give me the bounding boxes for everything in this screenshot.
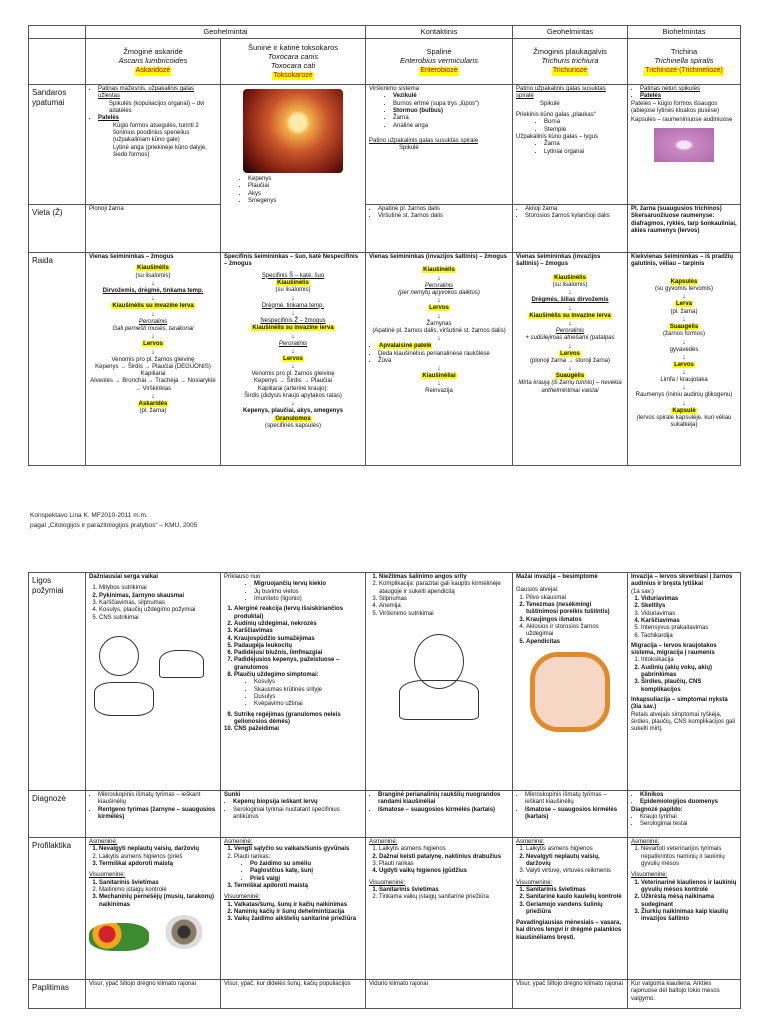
- row-raida: Raida: [29, 253, 86, 466]
- ligos-trichuris: Mažai invazija – besimptomė Gausios atvejai: 1. Pilvo skausmai 2. Tenezmas (nesėkmingi tuštinimosi poreikis tuštintis) 3. Kraujingos išmatos 4. Aklosios ir storosios žarnos uždegimai 5. Apendicitas: [513, 573, 628, 791]
- species-ascaris: Žmoginė askaridė Ascaris lumbricoides Askaridozė: [86, 39, 221, 85]
- species-enterobius: Spalinė Enterobius vermicularis Enterobiozė: [366, 39, 513, 85]
- raida-trichuris: Vienas šeimininkas (invazijos šaltinis) – žmogus Kiaušinėlis (su lisalomis) ↓ Drėgmės, šilias dirvožemis ↓ Kiaušinėlis su invazine lerva ↓ Peroralinis + sudūlėjimas atnešami (patalpas ↓ Lervos (plonoji žarna → storoji žarna) ↓ Suaugėlis Mirta kraują (iš žarnų turinio) – nevekia anthelmintiniai vaistai: [513, 253, 628, 466]
- group-biohelmintas: Biohelmintas: [628, 26, 741, 39]
- prof-trichinella: Asmeninė: 1. Nevartoti veterinarijos tyrimais nepatikrintos naminių ir laukinių gyvulių mėsos Visuomeninė: 1. Veterinarinė kiaulienos ir laukinių gyvulių mėsos kontrolė 2. Užkrėstą mėsą naikinama sudeginant 3. Žiurkių naikinimas kaip kiaulių invazijos šaltinio: [628, 838, 741, 980]
- fruit-and-fly-illustration: [89, 913, 217, 953]
- species-trichuris: Žmoginis plaukagalvis Trichuris trichiura Trichuriozė: [513, 39, 628, 85]
- row-diag: Diagnozė: [29, 791, 86, 838]
- raida-enterobius: Vienas šeimininkas (invazijos šaltinis) – žmogus Kiaušinėlis ↓ Peroralinis (per nemytų apyvokos daiktus) ↓ Lervos ↓ Žarnynas (Apatinė pl. žarnos dalis, viršutinė st. žarnos dalis) ↓ • Apvalaisinė patelė • Deda kiaušinėlius perianalinėse raukšlėse • Žūva ↓ Kiaušinėliai ↓ Reinvazija: [366, 253, 513, 466]
- footnote-author: Konspektavo Lina K. MF2010-2011 m.m.: [30, 512, 148, 519]
- vieta-enterobius: • Apatinė pl. žarnos dalis • Viršutinė st. žarnos dalis: [366, 205, 513, 253]
- helminths-table-1: [28, 25, 741, 466]
- species-toxocara: Šuninė ir katinė toksokaros Toxocara canis Toxocara cati Toksokarozė: [221, 39, 366, 85]
- vieta-ascaris: Plonoji žarna: [86, 205, 221, 253]
- intestine-illustration: [530, 652, 610, 732]
- helminths-table-2: [28, 572, 741, 1009]
- group-geohelmintas: Geohelmintas: [513, 26, 628, 39]
- retina-photo: [243, 89, 343, 173]
- row-vieta: Vieta (Ž): [29, 205, 86, 253]
- sandaros-trichuris: Patino užpakalinis galas susuktas spirale Spikulė Priekinis kūno galas „plaukas“ • Burna • Stemplė Užpakalinis kūno galas – lygus • Žarna • Lytiniai organai: [513, 85, 628, 205]
- raida-toxocara: Specifinis šeimininkas – šuo, katė Nespecifinis – žmogus Specifinis Š – katė, šuo Kiaušinėlis (su lisalomis) ↓ Drėgmė, tinkama temp. ↓ Nespecifinis Ž – žmogus Kiaušinėlis su invazine lerva ↓ Peroralinis ↓ Lervos ↓ Venomis pro pl. žarnos gleivinę Kepenys → Širdis → Plaučiai Kapiliarai (arterinė kraujo): Širdis (didysis kraujo apytakos ratas) ↓ Kepenys, plaučiai, akys, smegenys Granulomos (specifinės kapsulės): [221, 253, 366, 466]
- papl-enterobius: Vidurio klimato rajonai: [366, 980, 513, 1009]
- group-kontaktinis: Kontaktinis: [366, 26, 513, 39]
- row-ligos: Ligos požymiai: [29, 573, 86, 791]
- sandaros-trichinella: • Patinas neturi spikulės • Patelės Patelės – kūgio formos išsaugos (abiejose lytinės kloakos pusėse) Kapsulės – raumeniniuose audiniuose: [628, 85, 741, 205]
- ligos-enterobius: 1. Niežtimas šalinimo angos srity 2. Komplikacija: parazitai gali kauptis kirmėlinėje ataugoje ir sukelti apendicitą 3. Silpnumas 4. Anemija 5. Virškinimo sutrikimai: [366, 573, 513, 791]
- vieta-trichinella: Pl. žarna (suaugusios trichinos) Skersaruožiuose raumenyse: diafragmos, ryklės, tarp šonkauliniai, akies raumenys (lervos): [628, 205, 741, 253]
- prof-enterobius: Asmeninė: 1. Laikytis asmens higienos 2. Dažnai keisti patalynę, naktinius drabužius 3. Plauti rankas 4. Ugdyti vaikų higienos įgūdžius Visuomeninė: 1. Sanitarinis švietimas 2. Tinkama vaikų įstaigų sanitarinė priežiūra: [366, 838, 513, 980]
- row-papl: Paplitimas: [29, 980, 86, 1009]
- prof-toxocara: Asmeninė: 1. Vengti sąlyčio su vaikais/šunis gyvūnais 2. Plauti rankas: • Po žaidimo su smėliu • Paglostčius katę, šunį • Prieš valgį 3. Termiškai apdoroti maistą Visuomeninė: 1. Valkatas/šunų, šunų ir kačių naikinimas 2. Naminių kačių ir šunų dehelmintizacija 3. Vaikų žaidimo aikštelių sanitarinė priežiūra: [221, 838, 366, 980]
- prof-trichuris: Asmeninė: 1. Laikytis asmens higienos 2. Nevalgyti neplautų vaisių, daržovių 3. Valyti virtuvę, virtuvės reikmenis Visuomeninė: 1. Sanitarinis švietimas 2. Sanitarinė kaulo kaulelių kontrolė 3. Geriamojo vandens šulinių priežiūra Pavadingiausias mėnesiais – vasara, kai dirvos lengvi ir drėgmė palankios kiaušinėliams bręsti.: [513, 838, 628, 980]
- ligos-toxocara: Priklauso nuo • Migruojančių lervų kiekio • Jų buvimo vietos • Imuniteto (ligonio) 1. Alerginė reakcija (lervų išsiskiriančios produktai) 2. Audinių uždegimai, nekrozės 3. Karščiavimas 4. Kraujospūdžio sumažėjimas 5. Padaugėja leukocitų 6. Padidėjusi blužnis, limfmazgiai 7. Padidėjusios kepenys, pažeistuose – granulomos 8. Plaučių uždegimo simptomai: • Kosulys • Skausmas krūtinės srityje • Dusulys • Kvėpavimo užtinai 9. Sutrikę regėjimas (granulomos neleis gelionosios dėmės) 10. CNS pažeidimai: [221, 573, 366, 791]
- papl-toxocara: Visur, ypač, kur didelės šunų, kačių populiacijos: [221, 980, 366, 1009]
- papl-trichuris: Visur, ypač šiltojo drėgno klimato rajonai: [513, 980, 628, 1009]
- ligos-ascaris: Dažniausiai serga vaikai 1. Mitybos sutrikimai 2. Pykinimas, žarnyno skausmai 3. Karščiavimas, silpnumas 4. Kosulys, plaučių uždegimo požymiai 5. CNS sutrikimai: [86, 573, 221, 791]
- sandaros-ascaris: • Patinas mažesnis, užpakalinis galas užlestas Spikulės (kopuliacijos organai) – dvi adatėlės • Patelės Kūgio formos atsegulės, turinti 2 šoninius poodinius spenelius (užpakaliniam kūno gale) Lytinė anga (priekinėje kūno dalyje, šiedo formos): [86, 85, 221, 205]
- muscle-capsule-photo: [654, 128, 714, 162]
- prof-ascaris: Asmeninė: 1. Nevalgyti neplautų vaisių, daržovių 2. Laikytis asmens higienos (prieš 3. Termiškai apdoroti maistą Visuomeninė: 1. Sanitarinis švietimas 2. Maitinimo įstaigų kontrolė 3. Mechaninių pernešėjų (musių, tarakonų) naikinimas: [86, 838, 221, 980]
- diag-trichuris: • Mikroskopinis išmatų tyrimas – ieškant kiaušinėlių • Išmatose – suaugosios kirmėlės (kartais): [513, 791, 628, 838]
- sandaros-enterobius: Virškinimo sistema • Vezikulė • Burnos ertmė (supa trys „lūpos“) • Stormuo (bulbus) • Žarna • Analinė anga Patino užpakalinis galas susuktas spirale Spikulė: [366, 85, 513, 205]
- group-geohelmintai: Geohelmintai: [86, 26, 366, 39]
- vieta-trichuris: • Aklioji žarna • Storosios žarnos kylančioji dalis: [513, 205, 628, 253]
- diag-ascaris: • Mikroskopinis išmatų tyrimas – ieškant kiaušinėlių • Rentgeno tyrimas (žarnyne – suaugusios kirmėlės): [86, 791, 221, 838]
- papl-trichinella: Kur valgoma kiauliena. Arkties rajonuose dėl baltojo lokio mėsos valgymo.: [628, 980, 741, 1009]
- diag-enterobius: • Branginė perianalinių raukšlių nuograndos randami kiaušinėliai • Išmatose – suaugosios kirmėlės (kartais): [366, 791, 513, 838]
- row-sandaros: Sandaros ypatumai: [29, 85, 86, 205]
- raida-ascaris: Vienas šeimininkas – žmogus Kiaušinėlis (su lisalomis) ↓ Dirvožemis, drėgmė, tinkama temp. ↓ Kiaušinėlis su invazine lerva ↓ Peroralinis Gali pernešti musės, tarakonai ↓ Lervos ↓ Venomis pro pl. žarnos gleivinę Kepenys → Širdis → Plaučiai (DEGUONIS) Kapiliarai Alveolės → Bronchai → Trachėja → Nosiaryklė → Virškinklas ↓ Askaridės (pl. žarna): [86, 253, 221, 466]
- raida-trichinella: Kiekvienas šeimininkas – iš pradžių galutinis, vėliau – tarpinis Kapsulės (su gyvomis lervomis) ↓ Lerva (pl. žarna) ↓ Suaugėlis (žarnos formos) ↓ gyvavedės ↓ Lervos ↓ Limfa / kraujotaka ↓ Raumenys (ininiu audinių glikogenu) ↓ Kapsulė (lervos spirale kapsulėje, kuri vėliau sukalkėja): [628, 253, 741, 466]
- diag-toxocara: Sunki • Kepenų biopsija ieškant lervų • Serologiniai tyrimai nustatant specifinius antikūnus: [221, 791, 366, 838]
- vieta-toxocara: • Kepenys • Plaučiai • Akys • Smegenys: [221, 85, 366, 253]
- row-prof: Profilaktika: [29, 838, 86, 980]
- footnote-source: pagal „Citologijos ir parazitologijos pratybos“ – KMU, 2005: [30, 522, 198, 529]
- ligos-trichinella: Invazija – lervos skverbiasi į žarnos audinius ir bręsta lytiškai (1a sav.) 1. Viduriavimas 2. Skeltilys 3. Viduriavimas 4. Karščiavimas 5. Intensyvus prakaitavimas 6. Tachikardija Migracija – lervos kraujotakos sistema, migracija į raumenis 1. Intoksikacija 2. Audinių (akių vokų, akių) pabrinkimas 3. Širdies, plaučių, CNS komplikacijos Inkapsuliacija – simptomai nyksta (3ia sav.) Retais atvejais simptomai ryškėja, širdies, plaučių, CNS komplikacijos gali sukelti mirtį.: [628, 573, 741, 791]
- species-trichinella: Trichina Trichinella spiralis Trichinozė (Trichineliozė): [628, 39, 741, 85]
- itching-child-illustration: [394, 630, 484, 725]
- sick-child-illustration: [89, 630, 217, 720]
- diag-trichinella: • Klinikos • Epidemiologijos duomenys Diagnozė papildo: • Kraujo tyrimai • Serologiniai testai: [628, 791, 741, 838]
- papl-ascaris: Visur, ypač šiltojo drėgno klimato rajonai: [86, 980, 221, 1009]
